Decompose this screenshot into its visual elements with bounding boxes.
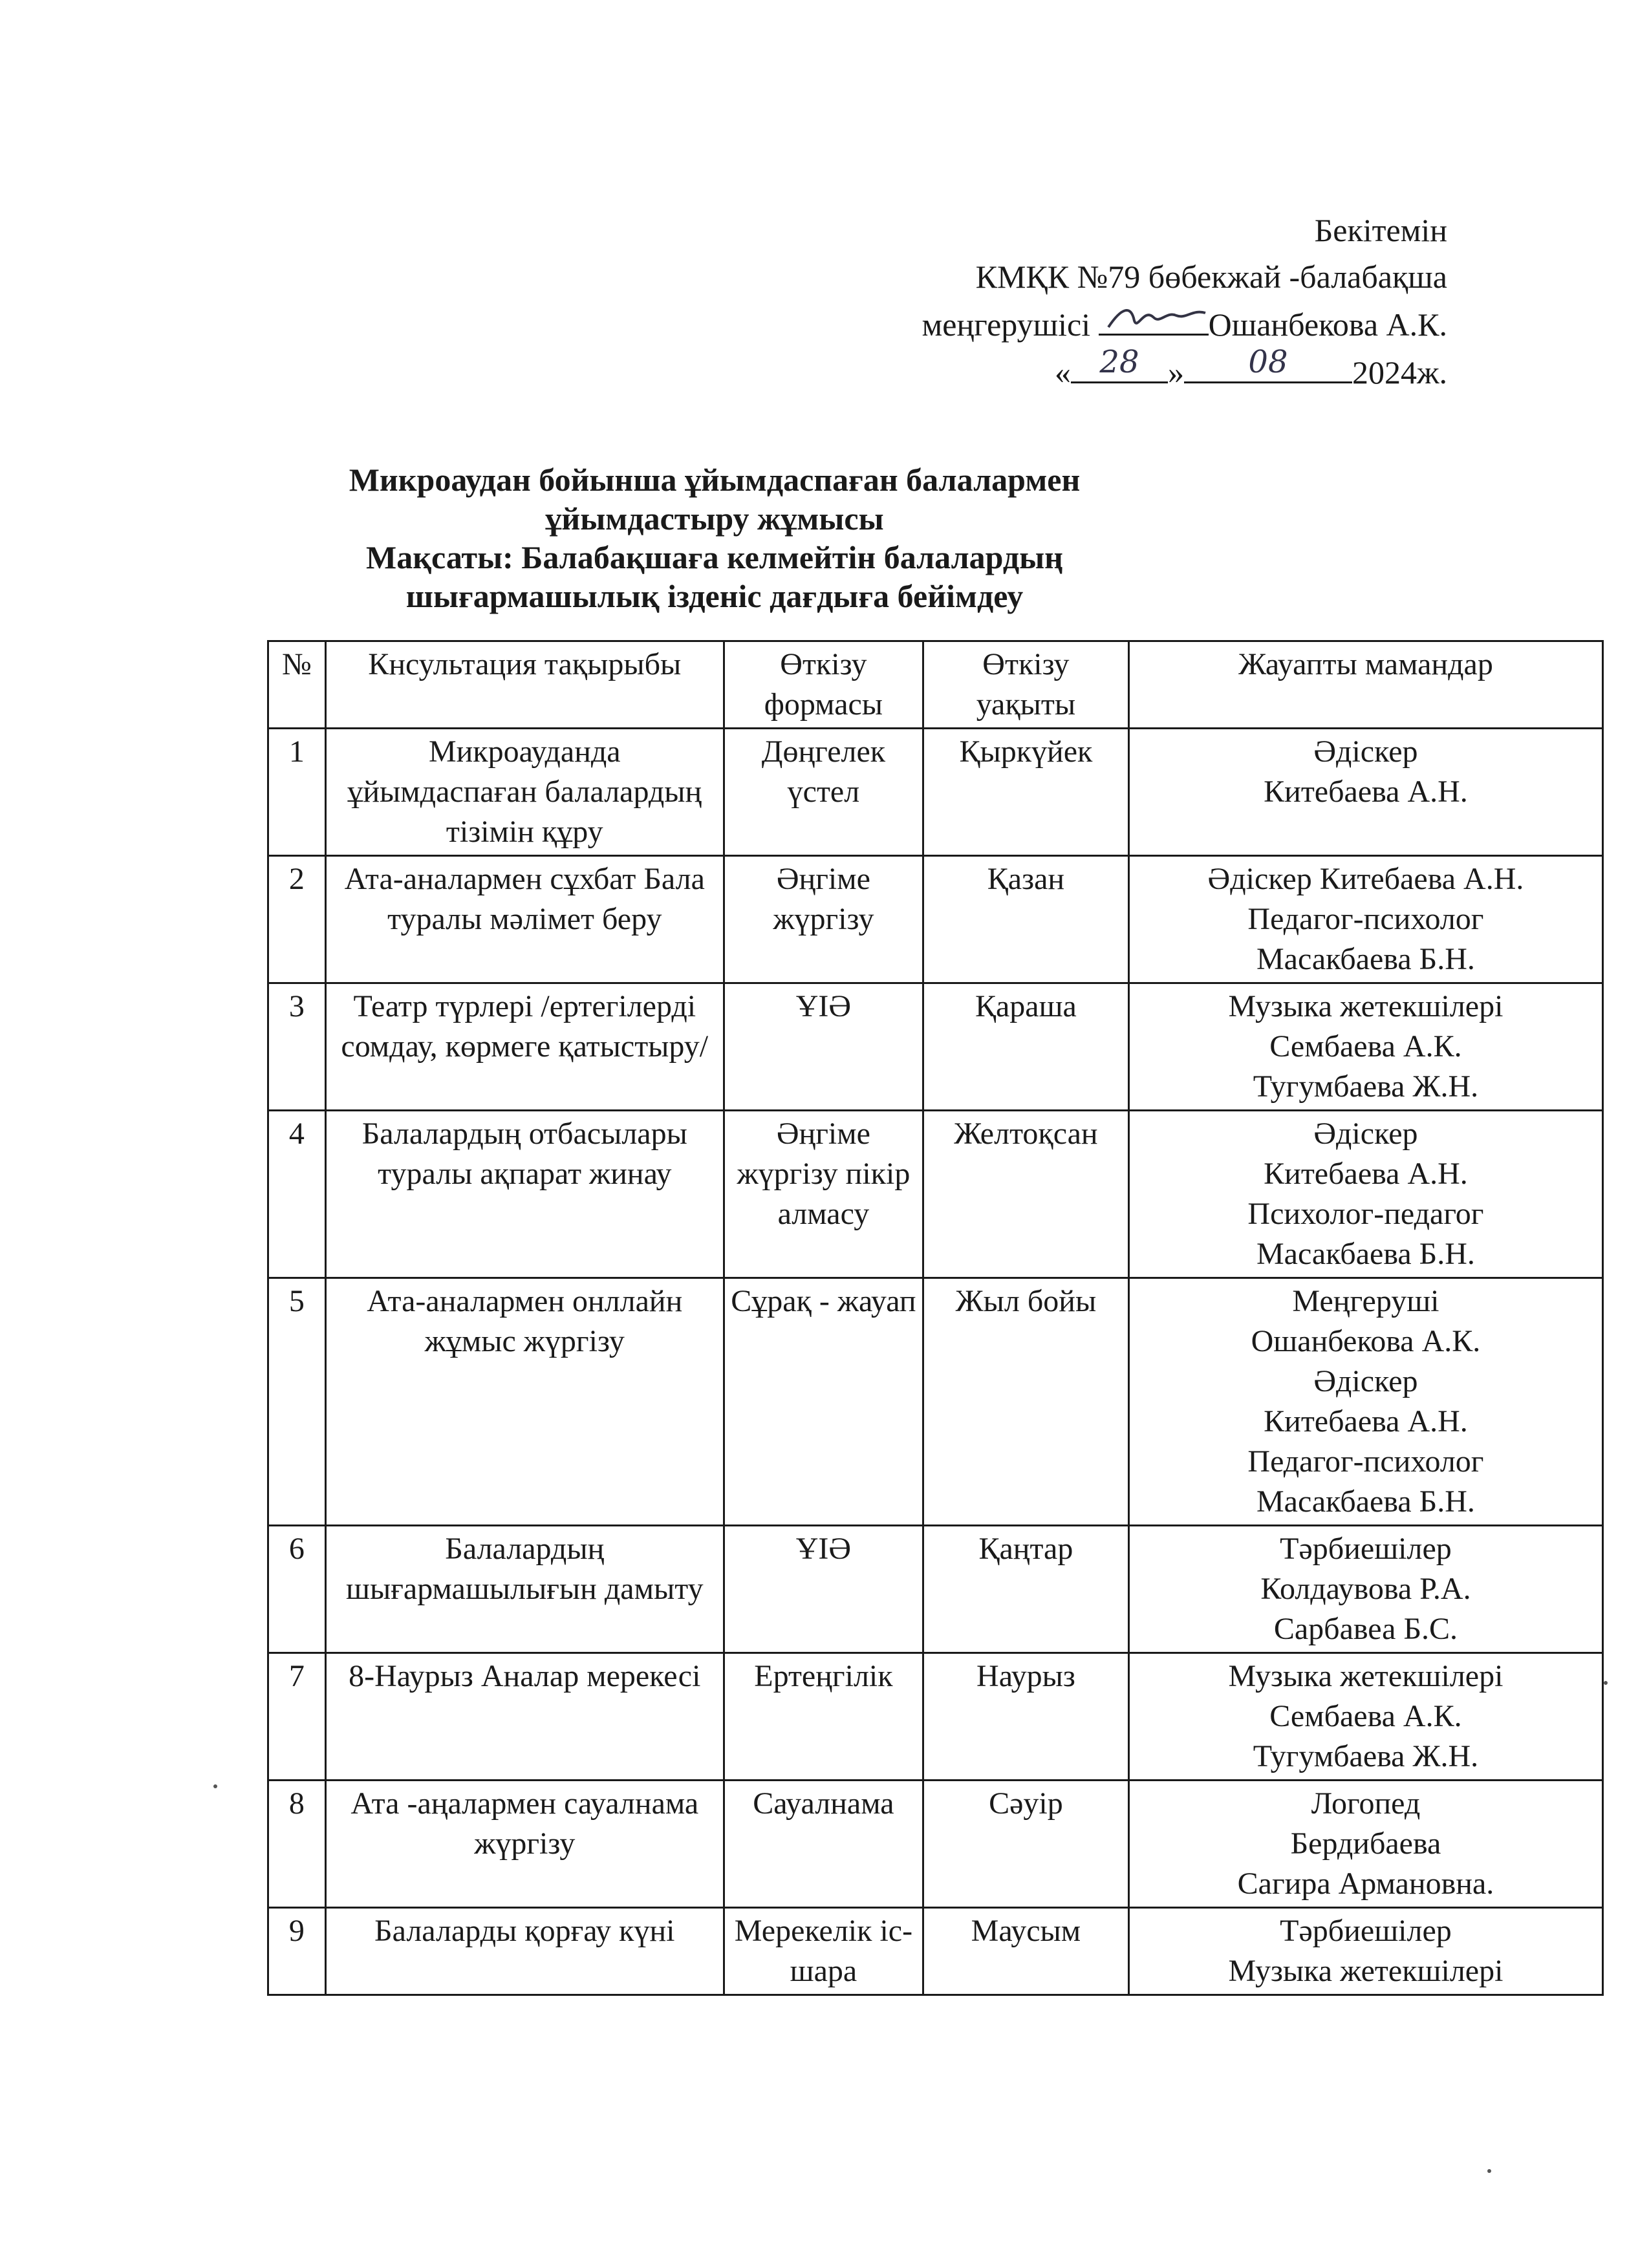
cell-topic: Ата-аналармен сұхбат Бала туралы мәлімет беру [325,856,724,983]
date-year: 2024ж. [1352,354,1447,390]
approval-organization: КМҚК №79 бөбекжай -балабақша [975,259,1447,295]
cell-responsible: Логопед Бердибаева Сагира Армановна. [1128,1781,1602,1908]
cell-time: Маусым [923,1908,1128,1995]
table-row [268,1908,1603,1995]
cell-form: Дөңгелек үстел [724,729,923,856]
cell-topic: Микроауданда ұйымдаспаған балалардың тізімін құру [325,729,724,856]
document-title [272,460,1158,615]
table-row [268,1526,1603,1653]
cell-time: Қараша [923,983,1128,1111]
title-line: Микроаудан бойынша ұйымдаспаған балалармен ұйымдастыру жұмысы [349,462,1081,537]
cell-topic: Театр түрлері /ертегілерді сомдау, көрмеге қатыстыру/ [325,983,724,1111]
cell-topic: Ата-аналармен онллайн жұмыс жүргізу [325,1278,724,1526]
approval-head-label: меңгерушісі [921,306,1091,343]
scan-speck [213,1784,217,1788]
cell-time: Жыл бойы [923,1278,1128,1526]
cell-responsible: Әдіскер Китебаева А.Н. Психолог-педагог Масакбаева Б.Н. [1128,1111,1602,1278]
approval-block [922,207,1447,396]
cell-topic: 8-Наурыз Аналар мерекесі [325,1653,724,1781]
cell-responsible: Меңгеруші Ошанбекова А.К. Әдіскер Китебаева А.Н. Педагог-психолог Масакбаева Б.Н. [1128,1278,1602,1526]
cell-form: Ертеңгілік [724,1653,923,1781]
date-month: 08 [1248,344,1288,380]
cell-responsible: Әдіскер Китебаева А.Н. [1128,729,1602,856]
cell-topic: Балалардың отбасылары туралы ақпарат жинау [325,1111,724,1278]
cell-responsible: Музыка жетекшілері Сембаева А.К. Тугумбаева Ж.Н. [1128,1653,1602,1781]
header-form: Өткізу формасы [724,641,923,729]
approval-date [922,344,1447,396]
cell-responsible: Әдіскер Китебаева А.Н. Педагог-психолог Масакбаева Б.Н. [1128,856,1602,983]
cell-responsible: Тәрбиешілер Колдаувова Р.А. Сарбавеа Б.С. [1128,1526,1602,1653]
cell-time: Желтоқсан [923,1111,1128,1278]
cell-number: 6 [268,1526,326,1653]
cell-responsible: Тәрбиешілер Музыка жетекшілері [1128,1908,1602,1995]
cell-topic: Балалардың шығармашылығын дамыту [325,1526,724,1653]
cell-form: Сұрақ - жауап [724,1278,923,1526]
cell-time: Қаңтар [923,1526,1128,1653]
cell-form: Әңгіме жүргізу [724,856,923,983]
cell-number: 1 [268,729,326,856]
header-time: Өткізу уақыты [923,641,1128,729]
date-quote-close: » [1167,354,1184,390]
table-row [268,856,1603,983]
cell-number: 8 [268,1781,326,1908]
cell-form: Әңгіме жүргізу пікір алмасу [724,1111,923,1278]
cell-number: 5 [268,1278,326,1526]
cell-time: Сәуір [923,1781,1128,1908]
approval-head-name: Ошанбекова А.К. [1208,306,1447,343]
cell-number: 2 [268,856,326,983]
cell-form: Сауалнама [724,1781,923,1908]
table-header-row [268,641,1603,729]
date-day-field [1071,344,1168,383]
cell-number: 4 [268,1111,326,1278]
cell-time: Қазан [923,856,1128,983]
signature-scribble-icon [1105,301,1209,334]
cell-number: 9 [268,1908,326,1995]
table-row [268,729,1603,856]
date-month-field [1184,344,1352,383]
table-row [268,1278,1603,1526]
header-number: № [268,641,326,729]
scan-speck [1487,2169,1491,2173]
goal-line: Мақсаты: Балабақшаға келмейтін балалардың шығармашылық ізденіс дағдыға бейімдеу [366,539,1063,614]
cell-number: 7 [268,1653,326,1781]
cell-time: Наурыз [923,1653,1128,1781]
cell-form: ҰІӘ [724,1526,923,1653]
date-quote-open: « [1054,354,1071,390]
cell-form: ҰІӘ [724,983,923,1111]
scan-speck [1604,1681,1608,1685]
header-topic: Кнсультация тақырыбы [325,641,724,729]
table-row [268,983,1603,1111]
table-row [268,1781,1603,1908]
approval-title: Бекітемін [1314,212,1447,248]
cell-topic: Ата -аңалармен сауалнама жүргізу [325,1781,724,1908]
signature [1099,300,1209,336]
work-plan-table [267,640,1604,1996]
cell-topic: Балаларды қорғау күні [325,1908,724,1995]
date-day: 28 [1099,344,1139,380]
cell-form: Мерекелік іс-шара [724,1908,923,1995]
cell-time: Қыркүйек [923,729,1128,856]
header-responsible: Жауапты мамандар [1128,641,1602,729]
cell-responsible: Музыка жетекшілері Сембаева А.К. Тугумбаева Ж.Н. [1128,983,1602,1111]
cell-number: 3 [268,983,326,1111]
table-row [268,1653,1603,1781]
table-row [268,1111,1603,1278]
